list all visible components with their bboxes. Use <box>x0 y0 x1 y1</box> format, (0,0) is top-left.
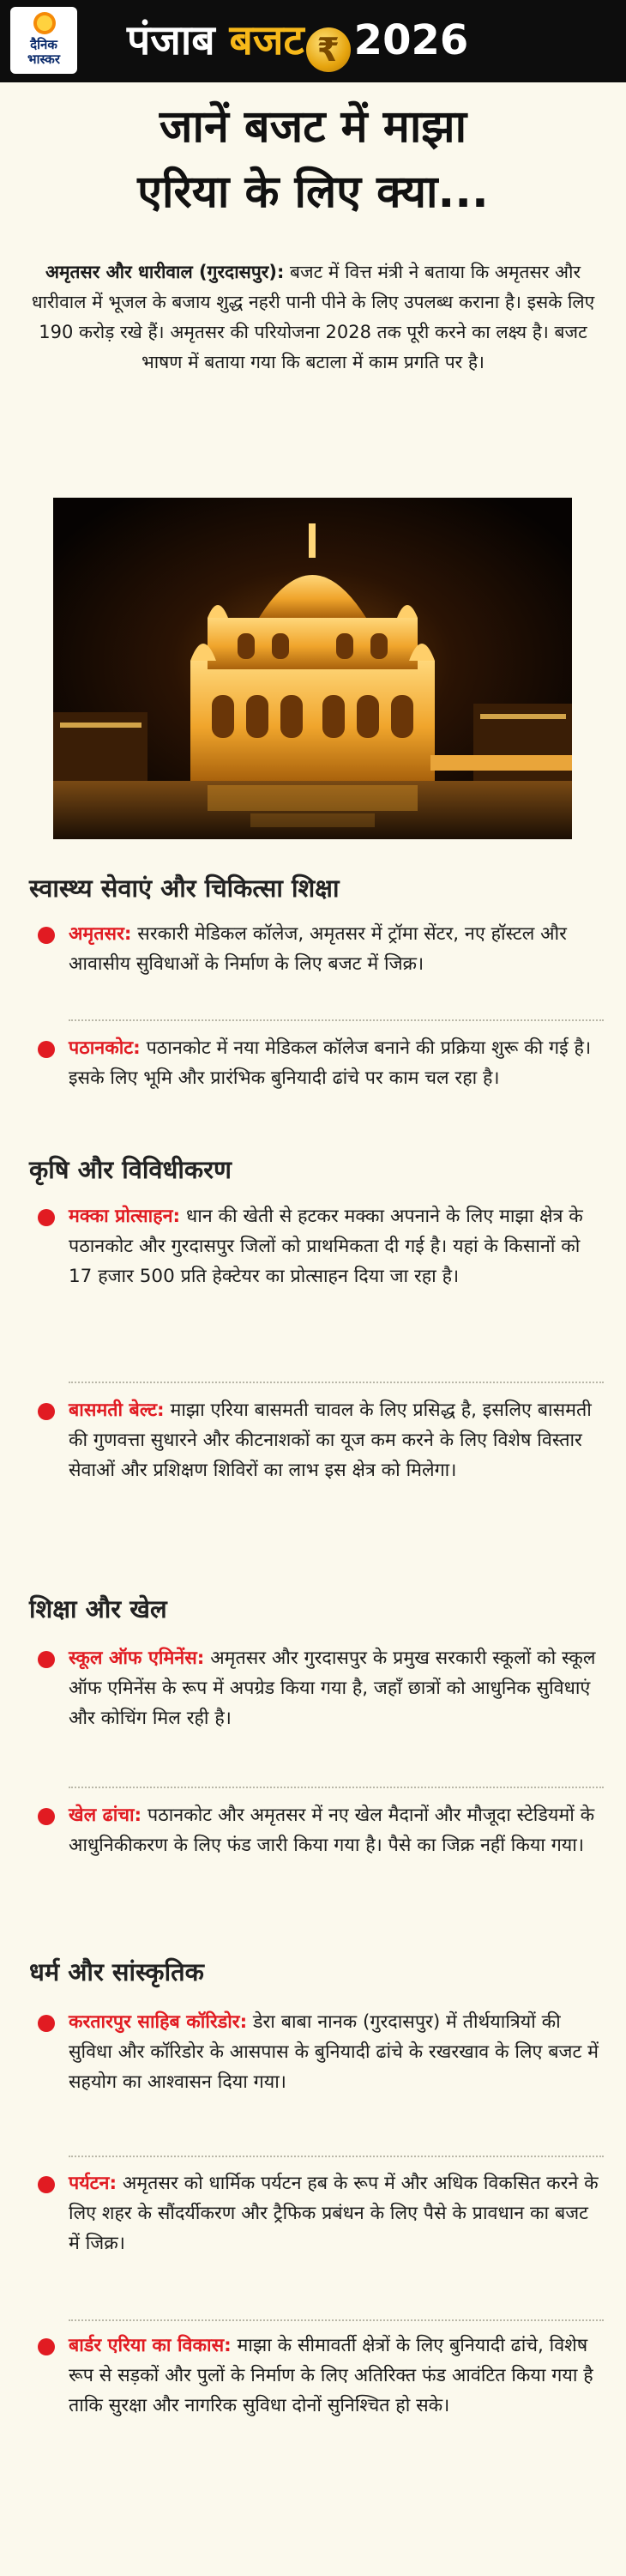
rupee-coin-icon: ₹ <box>306 27 351 72</box>
header-title-year: 2026 <box>353 16 469 64</box>
page-title-line-1: जानें बजट में माझा <box>159 101 467 153</box>
list-item <box>38 919 604 979</box>
list-item-label: खेल ढांचा: <box>69 1805 142 1826</box>
item-divider <box>69 2156 604 2157</box>
item-divider <box>69 2319 604 2321</box>
header-title-budget: बजट <box>229 16 304 64</box>
list-item-text <box>69 1201 604 1291</box>
list-item-label: बासमती बेल्ट: <box>69 1400 165 1421</box>
item-divider <box>69 1019 604 1021</box>
list-item-body: माझा एरिया बासमती चावल के लिए प्रसिद्ध है, इसलिए बासमती की गुणवत्ता सुधारने और कीटनाशकों का यूज कम करने के लिए विशेष विस्तार सेवाओं और प्रशिक्षण शिविरों का लाभ इस क्षेत्र को मिलेगा। <box>69 1400 592 1481</box>
list-item <box>38 2331 604 2421</box>
list-item <box>38 1643 604 1733</box>
dainik-bhaskar-logo <box>10 7 77 74</box>
list-item-body: अमृतसर और गुरदासपुर के प्रमुख सरकारी स्कूलों को स्कूल ऑफ एमिनेंस के रूप में अपग्रेड किया गया है, जहाँ छात्रों को आधुनिक सुविधाएं और कोचिंग मिल रही है। <box>69 1648 596 1729</box>
section-heading-education: शिक्षा और खेल <box>29 1594 167 1624</box>
list-item <box>38 1800 604 1860</box>
list-item-body: डेरा बाबा नानक (गुरदासपुर) में तीर्थयात्रियों की सुविधा और कॉरिडोर के आसपास के बुनियादी ढांचे के रखरखाव के लिए बजट में सहयोग का आश्वासन दिया गया। <box>69 2011 599 2093</box>
list-item <box>38 2168 604 2259</box>
logo-text: दैनिक भास्कर <box>27 37 60 67</box>
sun-icon <box>33 12 56 34</box>
list-item <box>38 1201 604 1291</box>
bullet-dot-icon <box>38 927 55 944</box>
page-title <box>0 94 626 225</box>
section-heading-agriculture: कृषि और विविधीकरण <box>29 1155 232 1184</box>
list-item-body: पठानकोट में नया मेडिकल कॉलेज बनाने की प्रक्रिया शुरू की गई है। इसके लिए भूमि और प्रारंभिक बुनियादी ढांचे पर काम चल रहा है। <box>69 1037 592 1089</box>
list-item-text <box>69 2168 604 2259</box>
intro-paragraph <box>29 257 597 378</box>
intro-body: बजट में वित्त मंत्री ने बताया कि अमृतसर और धारीवाल में भूजल के बजाय शुद्ध नहरी पानी पीने के लिए उपलब्ध कराना है। इसके लिए 190 करोड़ रखे हैं। अमृतसर की परियोजना 2028 तक पूरी करने का लक्ष्य है। बजट भाषण में बताया गया कि बटाला में काम प्रगति पर है। <box>31 262 595 372</box>
intro-lead: अमृतसर और धारीवाल (गुरदासपुर): <box>45 262 285 282</box>
list-item-body: माझा के सीमावर्ती क्षेत्रों के लिए बुनियादी ढांचे, विशेष रूप से सड़कों और पुलों के निर्माण के लिए अतिरिक्त फंड आवंटित किया गया है ताकि सुरक्षा और नागरिक सुविधा दोनों सुनिश्चित हो सके। <box>69 2335 593 2416</box>
section-heading-religion-culture: धर्म और सांस्कृतिक <box>29 1957 204 1986</box>
list-item-body: सरकारी मेडिकल कॉलेज, अमृतसर में ट्रॉमा सेंटर, नए हॉस्टल और आवासीय सुविधाओं के निर्माण के लिए बजट में जिक्र। <box>69 923 567 975</box>
list-item-text <box>69 1800 604 1860</box>
bullet-dot-icon <box>38 2015 55 2032</box>
list-item <box>38 2007 604 2097</box>
list-item <box>38 1033 604 1093</box>
page-title-line-2: एरिया के लिए क्या... <box>137 166 489 218</box>
section-heading-health: स्वास्थ्य सेवाएं और चिकित्सा शिक्षा <box>29 874 340 903</box>
list-item-text <box>69 919 604 979</box>
header-title-prefix: पंजाब <box>127 16 215 64</box>
list-item-label: स्कूल ऑफ एमिनेंस: <box>69 1648 205 1669</box>
list-item-label: बार्डर एरिया का विकास: <box>69 2335 232 2356</box>
top-header-bar <box>0 0 626 82</box>
list-item-label: मक्का प्रोत्साहन: <box>69 1206 181 1227</box>
list-item-label: पठानकोट: <box>69 1037 141 1059</box>
header-title <box>127 12 468 72</box>
list-item-body: धान की खेती से हटकर मक्का अपनाने के लिए माझा क्षेत्र के पठानकोट और गुरदासपुर जिलों को प्राथमिकता दी गई है। यहां के किसानों को 17 हजार 500 प्रति हेक्टेयर का प्रोत्साहन दिया जा रहा है। <box>69 1206 583 1287</box>
list-item-body: पठानकोट और अमृतसर में नए खेल मैदानों और मौजूदा स्टेडियमों के आधुनिकीकरण के लिए फंड जारी किया गया है। पैसे का जिक्र नहीं किया गया। <box>69 1805 595 1856</box>
bullet-dot-icon <box>38 1651 55 1668</box>
list-item-text <box>69 1033 604 1093</box>
list-item <box>38 1395 604 1485</box>
bullet-dot-icon <box>38 2176 55 2193</box>
list-item-label: पर्यटन: <box>69 2173 117 2194</box>
list-item-label: करतारपुर साहिब कॉरिडोर: <box>69 2011 248 2033</box>
list-item-text <box>69 1643 604 1733</box>
item-divider <box>69 1787 604 1788</box>
bullet-dot-icon <box>38 2338 55 2355</box>
bullet-dot-icon <box>38 1403 55 1420</box>
golden-temple-illustration <box>53 498 572 839</box>
list-item-text <box>69 2007 604 2097</box>
bullet-dot-icon <box>38 1209 55 1226</box>
list-item-label: अमृतसर: <box>69 923 132 945</box>
bullet-dot-icon <box>38 1041 55 1058</box>
golden-temple-photo <box>53 498 572 839</box>
list-item-body: अमृतसर को धार्मिक पर्यटन हब के रूप में और अधिक विकसित करने के लिए शहर के सौंदर्यीकरण और ट्रैफिक प्रबंधन के लिए पैसे के प्रावधान का बजट में जिक्र। <box>69 2173 599 2254</box>
list-item-text <box>69 2331 604 2421</box>
list-item-text <box>69 1395 604 1485</box>
item-divider <box>69 1382 604 1383</box>
bullet-dot-icon <box>38 1808 55 1825</box>
